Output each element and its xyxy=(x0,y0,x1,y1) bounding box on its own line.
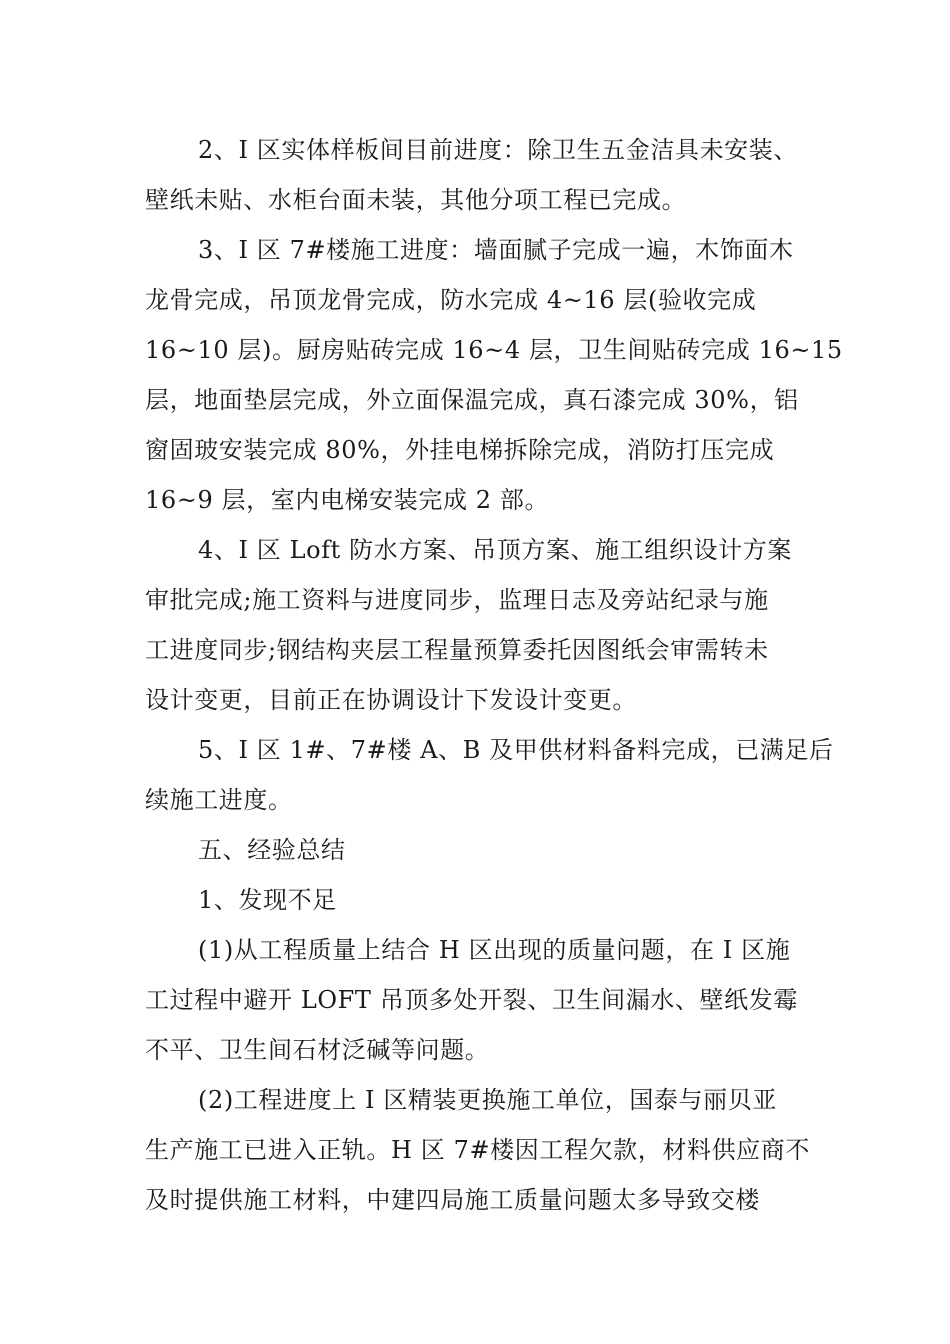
paragraph-line: 5、I 区 1#、7#楼 A、B 及甲供材料备料完成，已满足后 xyxy=(198,736,834,764)
subsection-heading: 1、发现不足 xyxy=(198,886,337,914)
paragraph-line: 设计变更，目前正在协调设计下发设计变更。 xyxy=(145,686,637,714)
paragraph-line: 4、I 区 Loft 防水方案、吊顶方案、施工组织设计方案 xyxy=(198,536,792,564)
paragraph-line: 壁纸未贴、水柜台面未装，其他分项工程已完成。 xyxy=(145,186,687,214)
paragraph-line: 3、I 区 7#楼施工进度：墙面腻子完成一遍，木饰面木 xyxy=(198,236,794,264)
section-heading: 五、经验总结 xyxy=(198,836,346,864)
paragraph-line: (1)从工程质量上结合 H 区出现的质量问题，在 I 区施 xyxy=(198,936,791,964)
paragraph-line: 审批完成;施工资料与进度同步，监理日志及旁站纪录与施 xyxy=(145,586,769,614)
paragraph-line: 工进度同步;钢结构夹层工程量预算委托因图纸会审需转未 xyxy=(145,636,769,664)
paragraph-line: 窗固玻安装完成 80%，外挂电梯拆除完成，消防打压完成 xyxy=(145,436,775,464)
paragraph-line: 生产施工已进入正轨。H 区 7#楼因工程欠款，材料供应商不 xyxy=(145,1136,810,1164)
paragraph-line: (2)工程进度上 I 区精装更换施工单位，国泰与丽贝亚 xyxy=(198,1086,777,1114)
paragraph-line: 层，地面垫层完成，外立面保温完成，真石漆完成 30%，铝 xyxy=(145,386,799,414)
paragraph-line: 16~10 层)。厨房贴砖完成 16~4 层，卫生间贴砖完成 16~15 xyxy=(145,336,843,364)
paragraph-line: 工过程中避开 LOFT 吊顶多处开裂、卫生间漏水、壁纸发霉 xyxy=(145,986,798,1014)
paragraph-line: 龙骨完成，吊顶龙骨完成，防水完成 4~16 层(验收完成 xyxy=(145,286,757,314)
paragraph-line: 16~9 层，室内电梯安装完成 2 部。 xyxy=(145,486,550,514)
paragraph-line: 续施工进度。 xyxy=(145,786,293,814)
paragraph-line: 2、I 区实体样板间目前进度：除卫生五金洁具未安装、 xyxy=(198,136,798,164)
paragraph-line: 及时提供施工材料，中建四局施工质量问题太多导致交楼 xyxy=(145,1186,760,1214)
paragraph-line: 不平、卫生间石材泛碱等问题。 xyxy=(145,1036,490,1064)
